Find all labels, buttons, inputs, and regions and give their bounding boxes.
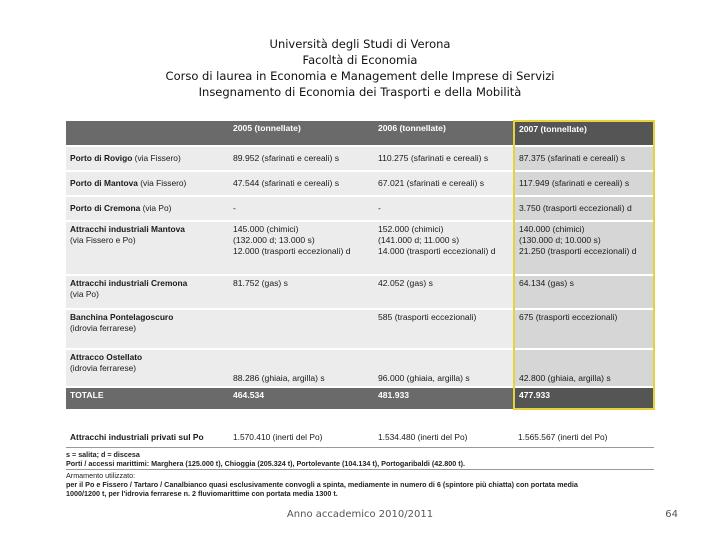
cell-2007: 42.800 (ghiaia, argilla) s	[514, 349, 654, 387]
row-label: Attracchi industriali Cremona (via Po)	[66, 275, 229, 309]
table-row	[66, 349, 654, 387]
cell-2007: 140.000 (chimici) (130.000 d; 10.000 s) 21.250 (trasporti eccezionali) d	[514, 221, 654, 275]
table-row	[66, 221, 654, 275]
armament-title: Armamento utilizzato:	[66, 469, 654, 480]
header-cell-empty	[66, 121, 229, 146]
table-row	[66, 196, 654, 221]
header-cell-2007: 2007 (tonnellate)	[514, 121, 654, 146]
cell-2005: 81.752 (gas) s	[229, 275, 374, 309]
traffic-table	[66, 120, 655, 410]
header-cell-2006: 2006 (tonnellate)	[374, 121, 514, 146]
header-cell-2005: 2005 (tonnellate)	[229, 121, 374, 146]
private-2005: 1.570.410 (inerti del Po)	[233, 432, 323, 442]
cell-2007: 3.750 (trasporti eccezionali) d	[514, 196, 654, 221]
cell-2007: 87.375 (sfarinati e cereali) s	[514, 146, 654, 171]
private-2006: 1.534.480 (inerti del Po)	[378, 432, 468, 442]
table-row	[66, 146, 654, 171]
cell-2005: 89.952 (sfarinati e cereali) s	[229, 146, 374, 171]
cell-2006: 96.000 (ghiaia, argilla) s	[374, 349, 514, 387]
row-label: Attracco Ostellato (idrovia ferrarese)	[66, 349, 229, 387]
armament-line-2: 1000/1200 t, per l'idrovia ferrarese n. 2 fluviomarittime con portata media 1300 t.	[66, 489, 338, 498]
cell-2006: 67.021 (sfarinati e cereali) s	[374, 171, 514, 196]
total-2007: 477.933	[514, 387, 654, 409]
total-row	[66, 387, 654, 409]
private-label: Attracchi industriali privati sul Po	[70, 432, 204, 442]
ports-note: Porti / accessi marittimi: Marghera (125.000 t), Chioggia (205.324 t), Portolevante (104.134 t), Portogaribaldi (42.800 t).	[66, 459, 466, 468]
faculty-name: Facoltà di Economia	[302, 53, 418, 67]
total-2005: 464.534	[229, 387, 374, 409]
row-label: Attracchi industriali Mantova (via Fissero e Po)	[66, 221, 229, 275]
total-2006: 481.933	[374, 387, 514, 409]
table-header-row	[66, 121, 654, 146]
armament-line-1: per il Po e Fissero / Tartaro / Canalbianco quasi esclusivamente convogli a spinta, mediamente in numero di 6 (spintore più chiatta) con portata media	[66, 480, 578, 489]
cell-2006: 110.275 (sfarinati e cereali) s	[374, 146, 514, 171]
table-notes	[66, 447, 654, 498]
row-label: Porto di Rovigo (via Fissero)	[66, 146, 229, 171]
academic-year-footer: Anno accademico 2010/2011	[286, 509, 434, 520]
cell-2007: 675 (trasporti eccezionali)	[514, 309, 654, 349]
cell-2006: 152.000 (chimici) (141.000 d; 11.000 s) 14.000 (trasporti eccezionali) d	[374, 221, 514, 275]
cell-2005: 88.286 (ghiaia, argilla) s	[229, 349, 374, 387]
cell-2006: -	[374, 196, 514, 221]
private-2007: 1.565.567 (inerti del Po)	[518, 432, 608, 442]
row-label: Porto di Cremona (via Po)	[66, 196, 229, 221]
private-berths-row	[66, 430, 654, 444]
university-name: Università degli Studi di Verona	[269, 37, 451, 51]
slide-header	[0, 36, 720, 100]
row-label: Banchina Pontelagoscuro (idrovia ferrarese)	[66, 309, 229, 349]
total-label: TOTALE	[66, 387, 229, 409]
cell-2005: 47.544 (sfarinati e cereali) s	[229, 171, 374, 196]
cell-2006: 42.052 (gas) s	[374, 275, 514, 309]
legend-note: s = salita; d = discesa	[66, 450, 140, 459]
table-row	[66, 309, 654, 349]
table-row	[66, 171, 654, 196]
cell-2007: 117.949 (sfarinati e cereali) s	[514, 171, 654, 196]
row-label: Porto di Mantova (via Fissero)	[66, 171, 229, 196]
cell-2005: 145.000 (chimici) (132.000 d; 13.000 s) 12.000 (trasporti eccezionali) d	[229, 221, 374, 275]
cell-2005	[229, 309, 374, 349]
table-row	[66, 275, 654, 309]
page-number: 64	[665, 509, 678, 520]
subject-name: Insegnamento di Economia dei Trasporti e della Mobilità	[198, 85, 522, 99]
course-name: Corso di laurea in Economia e Management delle Imprese di Servizi	[165, 69, 555, 83]
cell-2005: -	[229, 196, 374, 221]
cell-2007: 64.134 (gas) s	[514, 275, 654, 309]
cell-2006: 585 (trasporti eccezionali)	[374, 309, 514, 349]
